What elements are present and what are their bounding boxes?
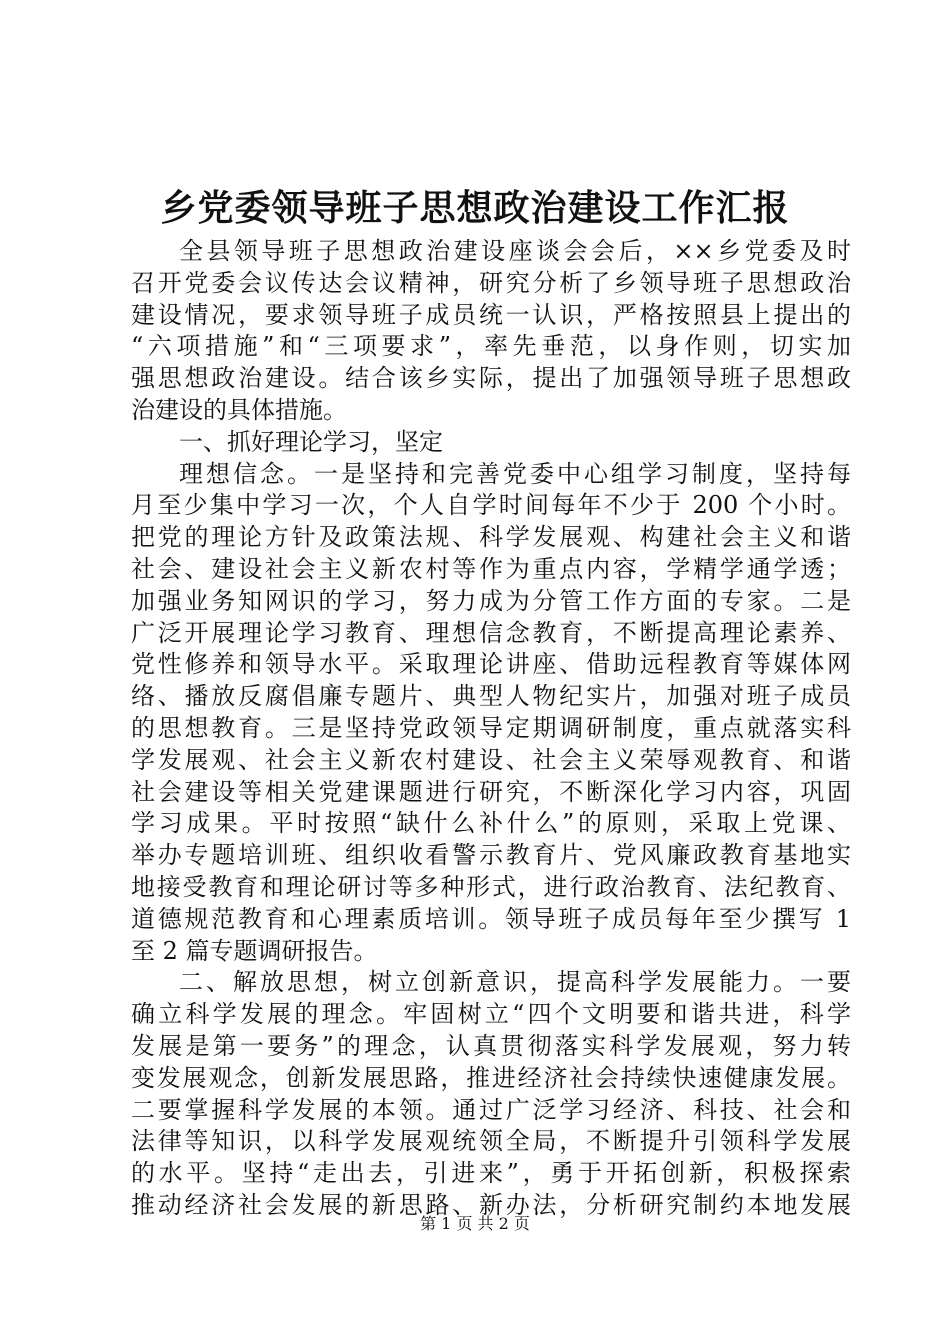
text-line: 社会建设等相关党建课题进行研究，不断深化学习内容，巩固 (131, 777, 851, 806)
text-line: 广泛开展理论学习教育、理想信念教育，不断提高理论素养、 (131, 618, 851, 647)
text-line: 学习成果。平时按照“缺什么补什么”的原则，采取上党课、 (131, 809, 851, 838)
text-line: 月至少集中学习一次，个人自学时间每年不少于 200 个小时。 (131, 491, 851, 520)
document-title: 乡党委领导班子思想政治建设工作汇报 (160, 187, 790, 229)
text-line: 的思想教育。三是坚持党政领导定期调研制度，重点就落实科 (131, 713, 851, 742)
text-line: 学发展观、社会主义新农村建设、社会主义荣辱观教育、和谐 (131, 745, 851, 774)
text-line: 举办专题培训班、组织收看警示教育片、党风廉政教育基地实 (131, 841, 851, 870)
text-line: 二要掌握科学发展的本领。通过广泛学习经济、科技、社会和 (131, 1095, 851, 1124)
text-line: 全县领导班子思想政治建设座谈会会后，××乡党委及时 (179, 237, 851, 265)
text-line: 推动经济社会发展的新思路、新办法，分析研究制约本地发展 (131, 1190, 851, 1219)
text-line: 变发展观念，创新发展思路，推进经济社会持续快速健康发展。 (131, 1063, 851, 1092)
text-line: 法律等知识，以科学发展观统领全局，不断提升引领科学发展 (131, 1127, 851, 1156)
text-line: 地接受教育和理论研讨等多种形式，进行政治教育、法纪教育、 (131, 872, 851, 901)
text-line: 理想信念。一是坚持和完善党委中心组学习制度，坚持每 (179, 459, 851, 488)
text-line: 发展是第一要务”的理念，认真贯彻落实科学发展观，努力转 (131, 1031, 851, 1060)
text-line: 络、播放反腐倡廉专题片、典型人物纪实片，加强对班子成员 (131, 682, 851, 711)
text-line: “六项措施”和“三项要求”，率先垂范，以身作则，切实加 (131, 332, 851, 361)
page-footer: 第 1 页 共 2 页 (420, 1214, 530, 1233)
text-line: 治建设的具体措施。 (131, 395, 347, 424)
text-line: 至 2 篇专题调研报告。 (131, 936, 378, 965)
text-line: 二、解放思想，树立创新意识，提高科学发展能力。一要 (179, 968, 851, 997)
text-line: 道德规范教育和心理素质培训。领导班子成员每年至少撰写 1 (131, 904, 851, 933)
text-line: 党性修养和领导水平。采取理论讲座、借助远程教育等媒体网 (131, 650, 851, 679)
text-line: 社会、建设社会主义新农村等作为重点内容，学精学通学透； (131, 554, 851, 583)
text-line: 把党的理论方针及政策法规、科学发展观、构建社会主义和谐 (131, 523, 851, 552)
text-line: 一、抓好理论学习，坚定 (179, 427, 443, 456)
text-line: 召开党委会议传达会议精神，研究分析了乡领导班子思想政治 (131, 268, 851, 297)
document-body (131, 236, 851, 1222)
text-line: 强思想政治建设。结合该乡实际，提出了加强领导班子思想政 (131, 364, 851, 393)
text-line: 的水平。坚持“走出去，引进来”，勇于开拓创新，积极探索 (131, 1159, 851, 1188)
text-line: 加强业务知网识的学习，努力成为分管工作方面的专家。二是 (131, 586, 851, 615)
text-line: 确立科学发展的理念。牢固树立“四个文明要和谐共进，科学 (131, 1000, 851, 1029)
text-line: 建设情况，要求领导班子成员统一认识，严格按照县上提出的 (131, 300, 851, 329)
